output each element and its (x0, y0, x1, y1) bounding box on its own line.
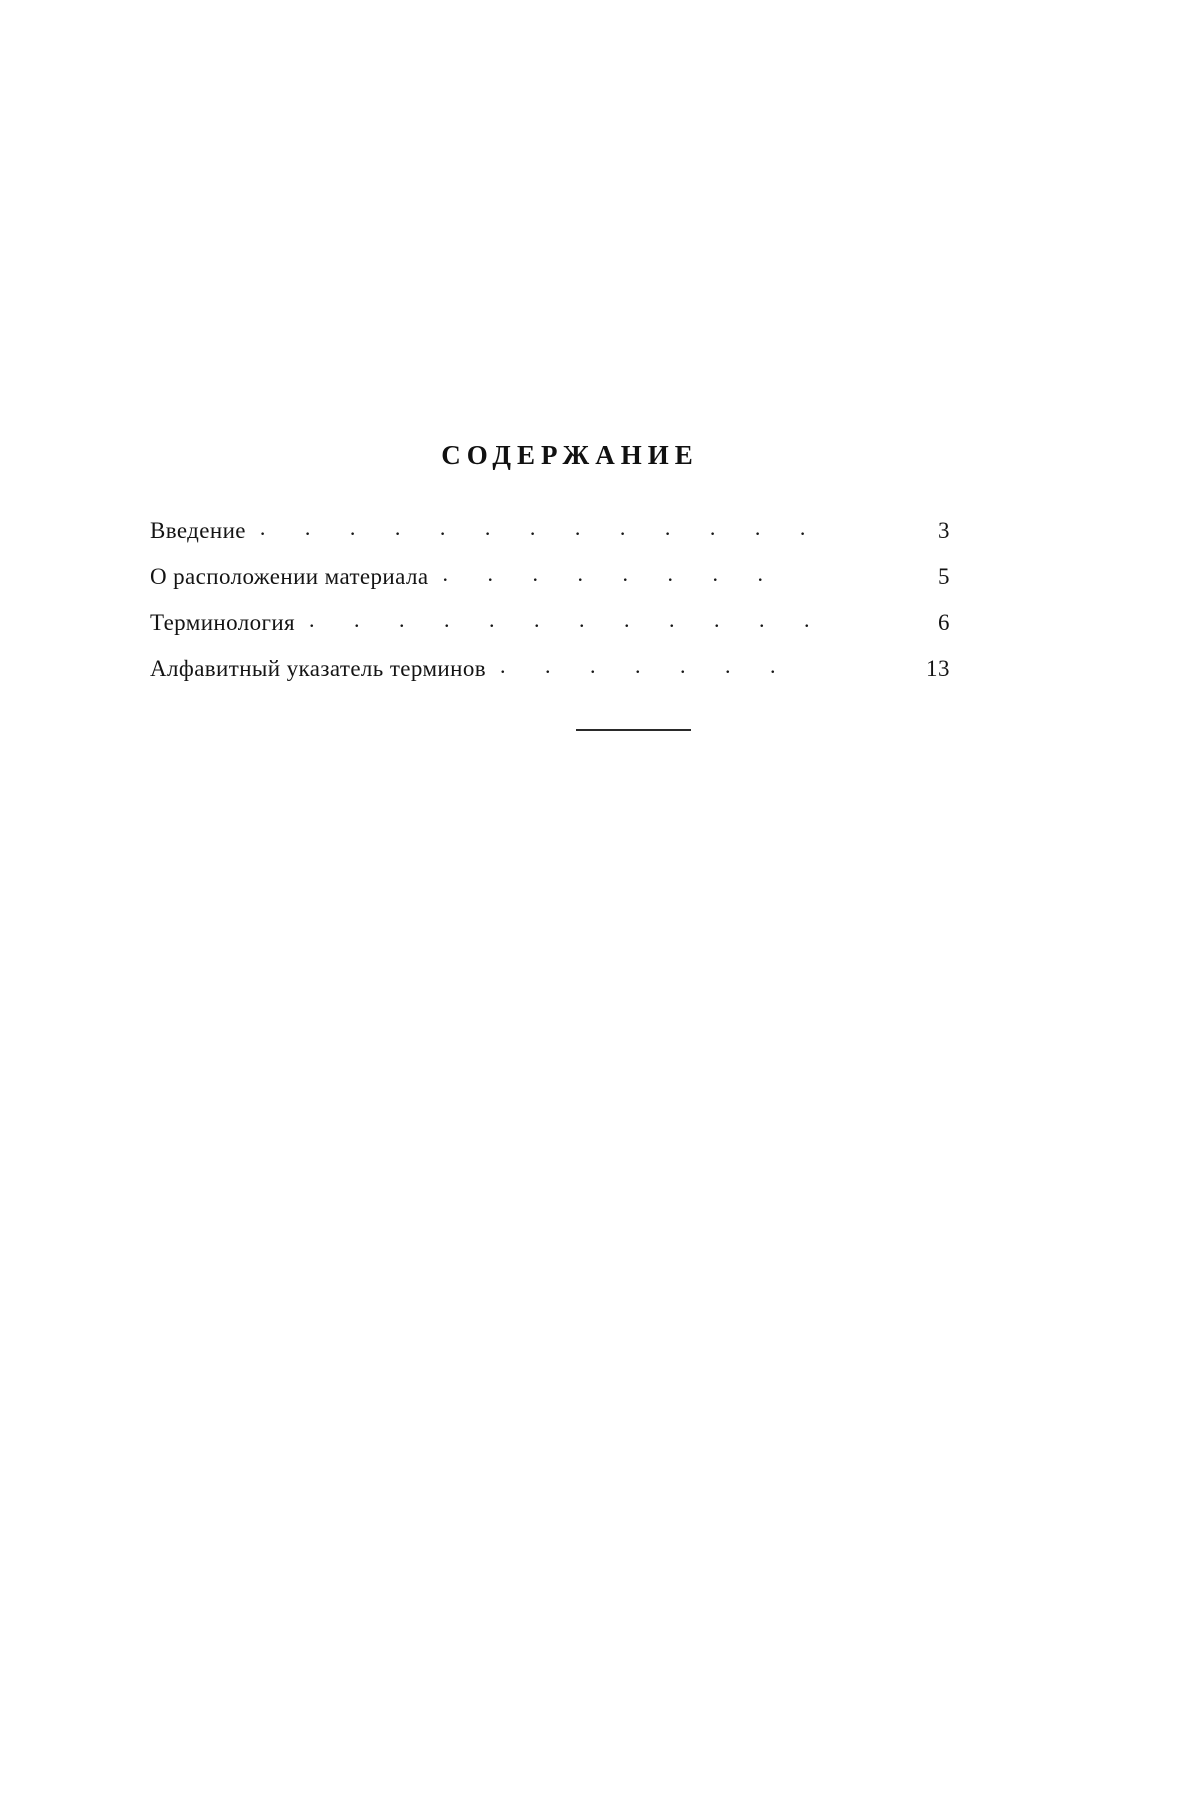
toc-entry-page: 5 (938, 564, 950, 589)
toc-entry-introduction[interactable] (150, 519, 950, 542)
toc-leader-dots: . . . . . . . . . . . . . (259, 517, 823, 539)
toc-entry-material-arrangement[interactable] (150, 565, 950, 588)
toc-entry-label: Введение (150, 518, 246, 543)
toc-entry-alphabetical-index[interactable] (150, 657, 950, 680)
toc-entry-label: О расположении материала (150, 564, 429, 589)
toc-list (150, 519, 950, 680)
horizontal-rule-icon (576, 729, 691, 731)
toc-leader-dots: . . . . . . . (500, 655, 793, 677)
section-divider (0, 718, 1200, 736)
toc-entry-page: 13 (926, 656, 950, 681)
toc-entry-label: Терминология (150, 610, 296, 635)
toc-leader-dots: . . . . . . . . . . . . (309, 609, 827, 631)
toc-entry-page: 6 (938, 610, 950, 635)
toc-entry-page: 3 (938, 518, 950, 543)
page-title: СОДЕРЖАНИЕ (441, 440, 699, 470)
table-of-contents (150, 440, 950, 703)
toc-entry-terminology[interactable] (150, 611, 950, 634)
toc-leader-dots: . . . . . . . . (442, 563, 780, 585)
toc-entry-label: Алфавитный указатель терминов (150, 656, 486, 681)
